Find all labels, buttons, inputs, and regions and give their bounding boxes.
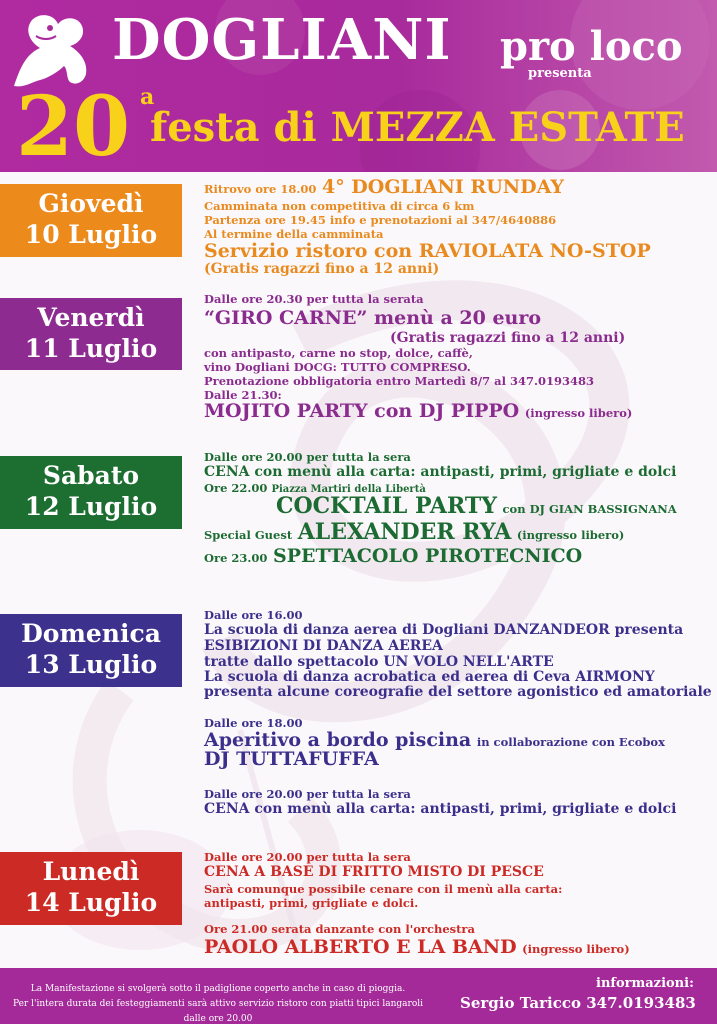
lunedi-line-5: Ore 21.00 serata danzante con l'orchestra xyxy=(204,922,475,936)
festa-title xyxy=(150,105,685,151)
domenica-line-3: ESIBIZIONI DI DANZA AEREA xyxy=(204,638,443,654)
domenica-cena: CENA con menù alla carta: antipasti, primi, grigliate e dolci xyxy=(204,801,677,817)
sabato-line-5 xyxy=(204,520,624,544)
giovedi-line-3: Partenza ore 19.45 info e prenotazioni al 347/4640886 xyxy=(204,213,557,227)
day-box-giovedi xyxy=(0,184,182,257)
domenica-line-10: Dalle ore 20.00 per tutta la sera xyxy=(204,787,411,801)
venerdi-line-6: Prenotazione obbligatoria entro Martedì 8/7 al 347.0193483 xyxy=(204,374,594,388)
info-label: informazioni: xyxy=(596,976,694,991)
domenica-line-1: Dalle ore 16.00 xyxy=(204,608,303,622)
dj-gian: con DJ GIAN BASSIGNANA xyxy=(502,502,677,516)
domenica-line-2: La scuola di danza aerea di Dogliani DANZANDEOR presenta xyxy=(204,622,684,638)
sabato-piazza: Piazza Martiri della Libertà xyxy=(271,484,426,495)
sabato-time-22: Ore 22.00 xyxy=(204,481,268,495)
raviolata-title: Servizio ristoro con RAVIOLATA NO-STOP xyxy=(204,240,651,262)
sabato-time-23: Ore 23.00 xyxy=(204,551,268,565)
day-date: 14 Luglio xyxy=(24,888,158,917)
cocktail-party: COCKTAIL PARTY xyxy=(276,493,497,519)
giovedi-line-4: Al termine della camminata xyxy=(204,227,384,241)
day-date: 13 Luglio xyxy=(24,650,158,679)
runday-title: 4° DOGLIANI RUNDAY xyxy=(321,176,564,198)
special-guest-label: Special Guest xyxy=(204,528,293,542)
lunedi-line-1: Dalle ore 20.00 per tutta la sera xyxy=(204,850,411,864)
venerdi-line-4: con antipasto, carne no stop, dolce, caffè, xyxy=(204,346,473,360)
giovedi-line-2: Camminata non competitiva di circa 6 km xyxy=(204,199,475,213)
day-date: 11 Luglio xyxy=(24,334,158,363)
lunedi-ingresso: (ingresso libero) xyxy=(522,942,630,956)
lunedi-line-4: antipasti, primi, grigliate e dolci. xyxy=(204,896,419,910)
day-name: Giovedì xyxy=(38,189,144,218)
day-box-sabato xyxy=(0,456,182,529)
sabato-line-6 xyxy=(204,545,582,567)
venerdi-line-1: Dalle ore 20.30 per tutta la serata xyxy=(204,292,424,306)
venerdi-gratis-note: (Gratis ragazzi fino a 12 anni) xyxy=(390,330,626,346)
day-name: Lunedì xyxy=(42,857,140,886)
day-name: Domenica xyxy=(21,619,161,648)
venerdi-line-8 xyxy=(204,400,632,422)
paolo-alberto-band: PAOLO ALBERTO E LA BAND xyxy=(204,936,517,958)
day-date: 10 Luglio xyxy=(24,220,158,249)
sabato-cena: CENA con menù alla carta: antipasti, primi, grigliate e dolci xyxy=(204,464,677,480)
day-name: Sabato xyxy=(42,461,140,490)
venerdi-line-7: Dalle 21.30: xyxy=(204,388,282,402)
festa-name: MEZZA ESTATE xyxy=(330,104,685,151)
mojito-party: MOJITO PARTY con DJ PIPPO xyxy=(204,400,520,422)
lunedi-line-3: Sarà comunque possibile cenare con il menù alla carta: xyxy=(204,882,563,896)
dj-tuttafuffa: DJ TUTTAFUFFA xyxy=(204,748,379,770)
day-box-venerdi xyxy=(0,298,182,370)
edition-number: 20 xyxy=(16,79,131,172)
venerdi-ingresso: (ingresso libero) xyxy=(524,406,633,420)
title-presenta: presenta xyxy=(528,66,592,81)
footer-note-1: La Manifestazione si svolgerà sotto il padiglione coperto anche in caso di pioggia. xyxy=(30,984,406,994)
sabato-ingresso: (ingresso libero) xyxy=(516,528,625,542)
day-box-domenica xyxy=(0,614,182,687)
day-date: 12 Luglio xyxy=(24,492,158,521)
lunedi-line-6 xyxy=(204,936,630,958)
alexander-rya: ALEXANDER RYA xyxy=(297,519,512,545)
domenica-line-6: presenta alcune coreografie del settore agonistico ed amatoriale xyxy=(204,684,712,700)
ritrovo-time: Ritrovo ore 18.00 xyxy=(204,182,317,196)
giro-carne-title: “GIRO CARNE” menù a 20 euro xyxy=(204,307,542,329)
giovedi-gratis-note: (Gratis ragazzi fino a 12 anni) xyxy=(204,261,440,277)
aperitivo-piscina: Aperitivo a bordo piscina xyxy=(204,729,472,751)
day-name: Venerdì xyxy=(37,303,145,332)
giovedi-line-1 xyxy=(204,176,564,198)
footer-bar xyxy=(0,968,717,1024)
header-banner xyxy=(0,0,717,172)
footer-note-2: Per l'intera durata dei festeggiamenti sarà attivo servizio ristoro con piatti tipici langaroli dalle ore 20.00 xyxy=(12,999,424,1024)
sabato-line-4 xyxy=(276,494,677,518)
day-box-lunedi xyxy=(0,852,182,925)
fritto-misto: CENA A BASE DI FRITTO MISTO DI PESCE xyxy=(204,864,544,880)
spettacolo-pirotecnico: SPETTACOLO PIROTECNICO xyxy=(273,545,583,567)
title-pro-loco: pro loco xyxy=(500,23,683,70)
festa-prefix: festa di xyxy=(150,104,317,151)
edition-superscript: a xyxy=(140,84,155,110)
title-dogliani: DOGLIANI xyxy=(112,7,452,73)
ecobox-note: in collaborazione con Ecobox xyxy=(476,735,665,749)
venerdi-line-5: vino Dogliani DOCG: TUTTO COMPRESO. xyxy=(204,360,471,374)
domenica-line-4: tratte dallo spettacolo UN VOLO NELL'ARTE xyxy=(204,654,554,670)
contact-phone: Sergio Taricco 347.0193483 xyxy=(460,994,696,1012)
domenica-line-5: La scuola di danza acrobatica ed aerea di Ceva AIRMONY xyxy=(204,669,655,685)
domenica-line-7: Dalle ore 18.00 xyxy=(204,716,303,730)
footer-notes xyxy=(8,982,428,1024)
sabato-line-1: Dalle ore 20.00 per tutta la sera xyxy=(204,450,411,464)
